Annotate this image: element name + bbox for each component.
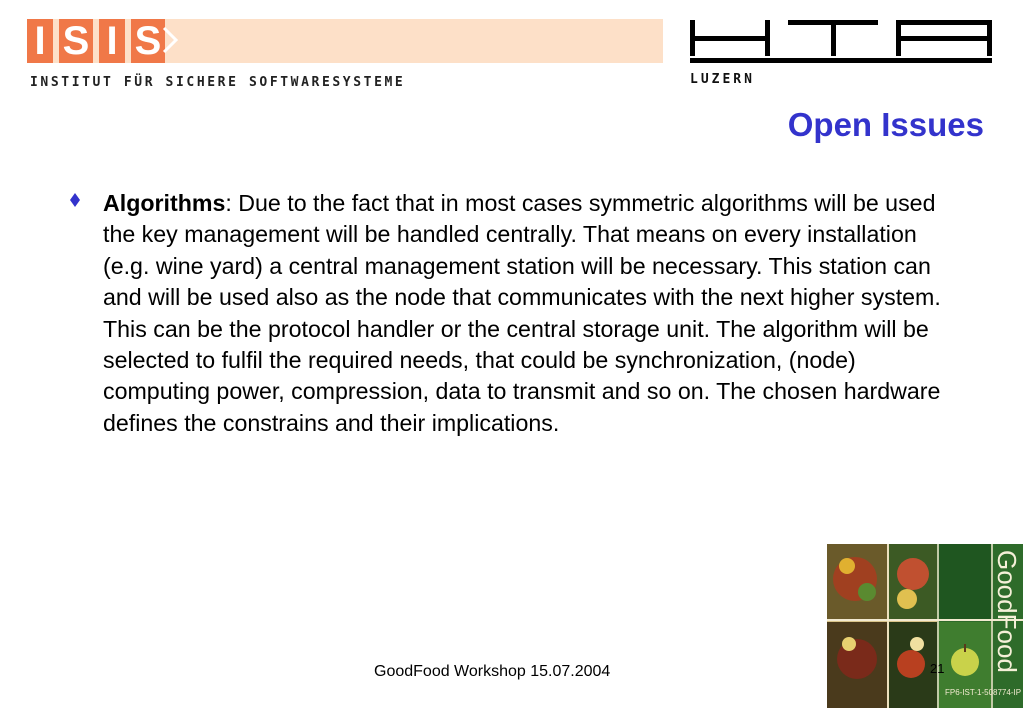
isis-letter: S — [131, 19, 165, 63]
goodfood-code: FP6-IST-1-508774-IP — [945, 688, 1021, 697]
diamond-bullet-icon — [70, 193, 80, 207]
bullet-term: Algorithms — [103, 190, 226, 216]
bullet-paragraph — [103, 188, 943, 439]
goodfood-wordmark: GoodFood — [992, 550, 1022, 673]
goodfood-logo — [827, 544, 1023, 708]
isis-letter: S — [59, 19, 93, 63]
chevron-right-icon — [158, 20, 188, 60]
isis-letter: I — [27, 19, 53, 63]
bullet-text: : Due to the fact that in most cases symmetric algorithms will be used the key management will be handled centrally. That means on every installation (e.g. wine yard) a central management station will be necessary. This station can and will be used also as the node that communicates with the next higher system. This can be the protocol handler or the central storage unit. The algorithm will be selected to fulfil the required needs, that could be synchronization, (node) computing power, compression, data to transmit and so on. The chosen hardware defines the constrains and their implications. — [103, 190, 941, 436]
isis-logo — [27, 19, 663, 63]
slide-title: Open Issues — [787, 106, 984, 143]
hta-logo — [688, 18, 996, 68]
page-number: 21 — [930, 661, 945, 676]
footer-text: GoodFood Workshop 15.07.2004 — [374, 663, 611, 680]
isis-letter: I — [99, 19, 125, 63]
isis-tagline: INSTITUT FÜR SICHERE SOFTWARESYSTEME — [30, 75, 406, 90]
hta-city-label: LUZERN — [690, 72, 755, 87]
